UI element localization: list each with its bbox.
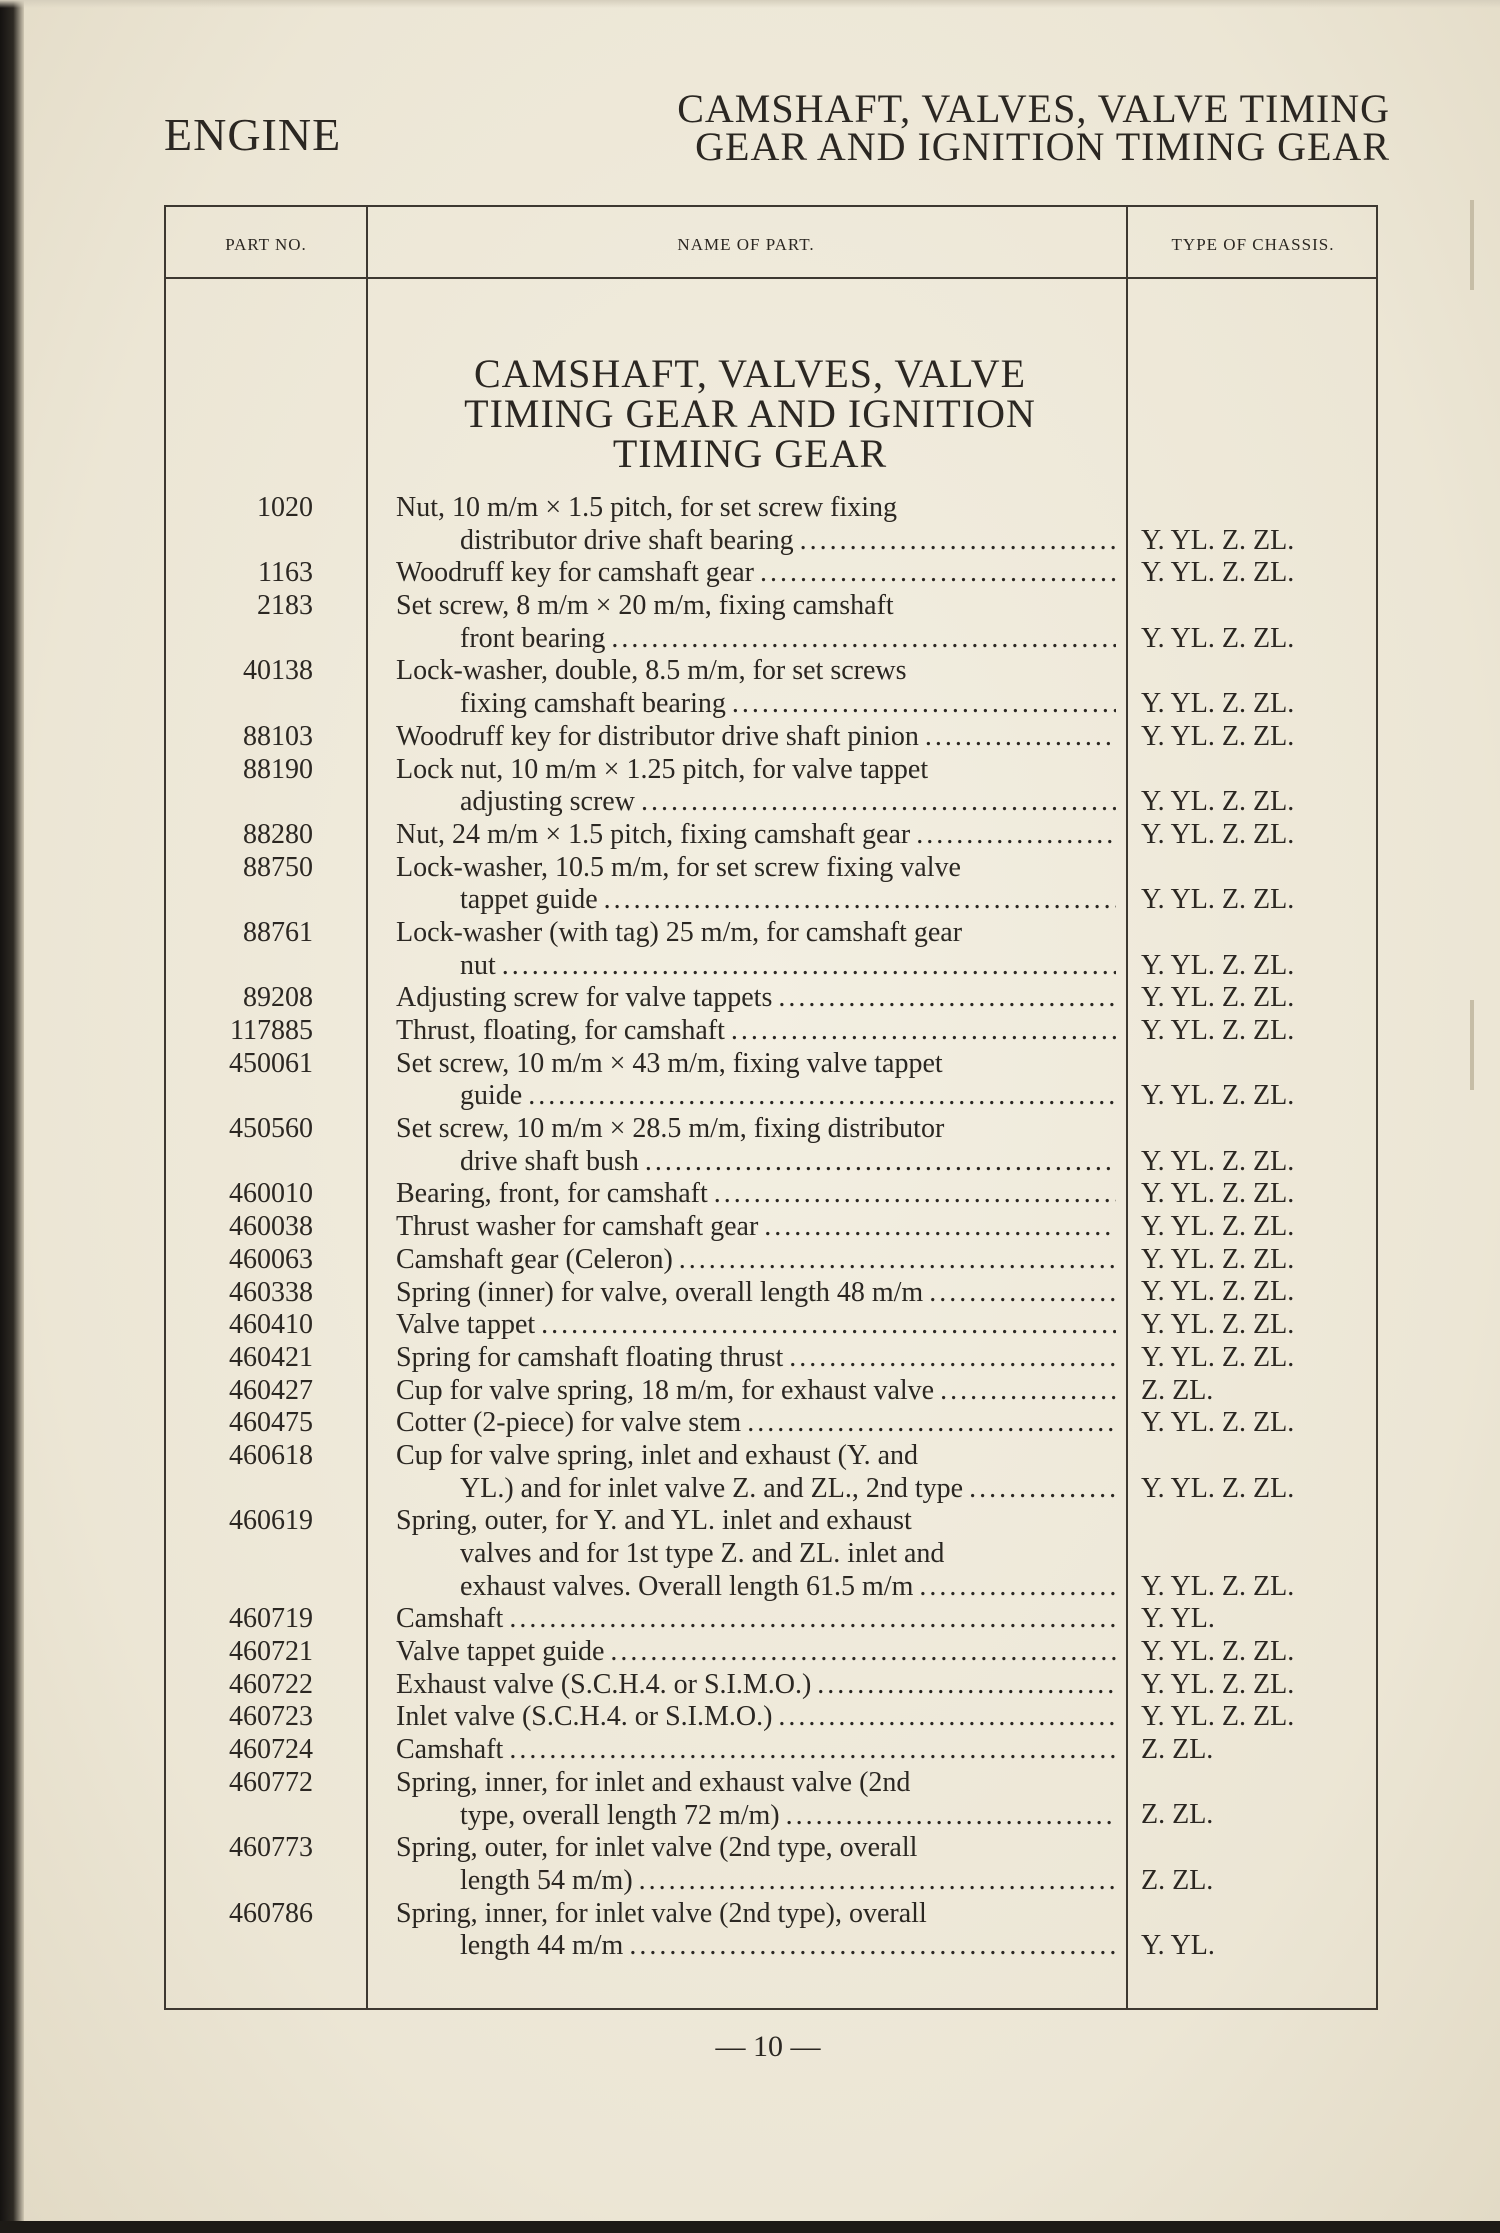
chassis-type: Y. YL. Z. ZL. bbox=[1141, 720, 1295, 752]
part-name-text: Nut, 24 m/m × 1.5 pitch, fixing camshaft gear bbox=[396, 818, 911, 850]
part-name-line bbox=[396, 1146, 1116, 1179]
part-number: 460421 bbox=[229, 1341, 313, 1373]
part-name-line bbox=[396, 1636, 1116, 1669]
part-name bbox=[396, 1701, 1116, 1734]
dot-leader bbox=[963, 1473, 1116, 1506]
chassis-type: Z. ZL. bbox=[1141, 1734, 1214, 1766]
column-header-part-no: PART NO. bbox=[225, 235, 307, 254]
part-name-text: Camshaft gear (Celeron) bbox=[396, 1243, 673, 1275]
part-name bbox=[396, 1113, 1116, 1178]
table-row bbox=[0, 492, 1500, 557]
part-name-line bbox=[396, 950, 1116, 983]
section-heading-line: CAMSHAFT, VALVES, VALVE bbox=[473, 351, 1027, 396]
part-name bbox=[396, 754, 1116, 819]
dot-leader bbox=[522, 1080, 1116, 1113]
page-bottom-edge bbox=[0, 2221, 1500, 2233]
part-name bbox=[396, 1898, 1116, 1963]
part-name-line bbox=[396, 982, 1116, 1015]
chassis-type: Y. YL. Z. ZL. bbox=[1141, 884, 1295, 916]
table-row bbox=[0, 1669, 1500, 1702]
part-name-line bbox=[396, 1571, 1116, 1604]
part-name bbox=[396, 1832, 1116, 1897]
part-name-text: Spring (inner) for valve, overall length 48 m/m bbox=[396, 1276, 924, 1308]
dot-leader bbox=[708, 1178, 1116, 1211]
part-number: 88761 bbox=[243, 916, 313, 948]
part-name-text: guide bbox=[460, 1080, 523, 1112]
table-row bbox=[0, 1832, 1500, 1897]
part-name-text: adjusting screw bbox=[460, 786, 635, 818]
part-name-line: Set screw, 10 m/m × 28.5 m/m, fixing distributor bbox=[396, 1113, 945, 1145]
table-row bbox=[0, 1734, 1500, 1767]
part-number: 460410 bbox=[229, 1309, 313, 1341]
chassis-type: Y. YL. Z. ZL. bbox=[1141, 982, 1295, 1014]
table-row bbox=[0, 1244, 1500, 1277]
part-name-line bbox=[396, 1734, 1116, 1767]
part-name-line bbox=[396, 1080, 1116, 1113]
dot-leader bbox=[794, 525, 1116, 558]
part-number: 89208 bbox=[243, 982, 313, 1014]
table-row bbox=[0, 1407, 1500, 1440]
part-name bbox=[396, 1669, 1116, 1702]
chassis-type: Y. YL. Z. ZL. bbox=[1141, 1080, 1295, 1112]
column-header-chassis: TYPE OF CHASSIS. bbox=[1171, 235, 1335, 254]
part-number: 117885 bbox=[230, 1015, 313, 1046]
chassis-type: Y. YL. Z. ZL. bbox=[1141, 1472, 1295, 1504]
table-row bbox=[0, 1505, 1500, 1603]
part-name-text: drive shaft bush bbox=[460, 1145, 639, 1177]
dot-leader bbox=[923, 1277, 1116, 1310]
part-name-line bbox=[396, 1473, 1116, 1506]
part-number: 88190 bbox=[243, 753, 313, 785]
part-name-text: Adjusting screw for valve tappets bbox=[396, 982, 773, 1014]
part-name bbox=[396, 1603, 1116, 1636]
part-name-line: Spring, outer, for inlet valve (2nd type, overall bbox=[396, 1832, 918, 1864]
chassis-type: Y. YL. Z. ZL. bbox=[1141, 1211, 1295, 1243]
table-row bbox=[0, 1701, 1500, 1734]
part-name-line bbox=[396, 688, 1116, 721]
part-name bbox=[396, 1211, 1116, 1244]
part-name bbox=[396, 1505, 1116, 1603]
part-number: 460773 bbox=[229, 1832, 313, 1864]
section-label: ENGINE bbox=[164, 109, 342, 160]
part-name bbox=[396, 917, 1116, 982]
part-name-text: Exhaust valve (S.C.H.4. or S.I.M.O.) bbox=[396, 1668, 812, 1700]
part-name-line bbox=[396, 1407, 1116, 1440]
part-number: 460786 bbox=[229, 1897, 313, 1929]
dot-leader bbox=[598, 884, 1116, 917]
chassis-type: Y. YL. Z. ZL. bbox=[1141, 1145, 1295, 1177]
part-name-text: fixing camshaft bearing bbox=[460, 688, 726, 720]
part-number: 460338 bbox=[229, 1276, 313, 1308]
part-name bbox=[396, 557, 1116, 590]
dot-leader bbox=[496, 950, 1116, 983]
part-name bbox=[396, 982, 1116, 1015]
dot-leader bbox=[639, 1146, 1116, 1179]
part-name-line: Spring, inner, for inlet and exhaust valve (2nd bbox=[396, 1766, 911, 1798]
part-name-line bbox=[396, 721, 1116, 754]
part-name-line bbox=[396, 1669, 1116, 1702]
table-row bbox=[0, 1277, 1500, 1310]
dot-leader bbox=[811, 1669, 1116, 1702]
part-name-line bbox=[396, 884, 1116, 917]
dot-leader bbox=[604, 1636, 1116, 1669]
part-name-line bbox=[396, 1701, 1116, 1734]
part-number: 460038 bbox=[229, 1211, 313, 1243]
part-name bbox=[396, 1407, 1116, 1440]
page-fold-mark bbox=[1470, 200, 1474, 290]
dot-leader bbox=[635, 786, 1116, 819]
part-name bbox=[396, 1440, 1116, 1505]
table-row bbox=[0, 1178, 1500, 1211]
dot-leader bbox=[783, 1342, 1116, 1375]
dot-leader bbox=[673, 1244, 1116, 1277]
dot-leader bbox=[758, 1211, 1116, 1244]
part-name-text: length 54 m/m) bbox=[460, 1864, 633, 1896]
part-number: 2183 bbox=[257, 590, 313, 622]
chassis-type: Y. YL. Z. ZL. bbox=[1141, 1178, 1295, 1210]
part-name-line: Spring, inner, for inlet valve (2nd type), overall bbox=[396, 1897, 927, 1929]
part-name-line: Lock-washer, double, 8.5 m/m, for set screws bbox=[396, 655, 907, 687]
table-row bbox=[0, 819, 1500, 852]
part-name-text: Woodruff key for distributor drive shaft pinion bbox=[396, 720, 919, 752]
part-name-line: Spring, outer, for Y. and YL. inlet and exhaust bbox=[396, 1505, 912, 1537]
dot-leader bbox=[772, 982, 1116, 1015]
part-number: 1020 bbox=[257, 492, 313, 523]
chassis-type: Y. YL. Z. ZL. bbox=[1141, 1309, 1295, 1341]
part-name-text: Bearing, front, for camshaft bbox=[396, 1178, 708, 1210]
page-number: — 10 — bbox=[715, 2030, 821, 2063]
part-name-text: Valve tappet bbox=[396, 1309, 536, 1341]
part-number: 460721 bbox=[229, 1636, 313, 1668]
part-name bbox=[396, 1734, 1116, 1767]
dot-leader bbox=[741, 1407, 1116, 1440]
part-name-text: Cotter (2-piece) for valve stem bbox=[396, 1407, 742, 1439]
part-name-line bbox=[396, 1309, 1116, 1342]
table-row bbox=[0, 852, 1500, 917]
part-number: 450061 bbox=[229, 1047, 313, 1079]
table-row bbox=[0, 557, 1500, 590]
dot-leader bbox=[913, 1571, 1116, 1604]
part-name-line bbox=[396, 1375, 1116, 1408]
part-name-line bbox=[396, 1015, 1116, 1048]
chassis-type: Y. YL. Z. ZL. bbox=[1141, 622, 1295, 654]
dot-leader bbox=[503, 1603, 1116, 1636]
table-row bbox=[0, 1211, 1500, 1244]
section-heading-line: TIMING GEAR AND IGNITION bbox=[464, 391, 1036, 436]
chassis-type: Y. YL. Z. ZL. bbox=[1141, 818, 1295, 850]
chassis-type: Y. YL. Z. ZL. bbox=[1141, 1701, 1295, 1733]
chassis-type: Z. ZL. bbox=[1141, 1799, 1214, 1831]
part-number: 1163 bbox=[258, 557, 313, 589]
dot-leader bbox=[772, 1701, 1116, 1734]
dot-leader bbox=[754, 557, 1116, 590]
dot-leader bbox=[910, 819, 1116, 852]
part-name-line: Lock-washer (with tag) 25 m/m, for camshaft gear bbox=[396, 916, 963, 948]
part-name-line: Set screw, 8 m/m × 20 m/m, fixing camshaft bbox=[396, 590, 894, 622]
part-name bbox=[396, 721, 1116, 754]
table-row bbox=[0, 655, 1500, 720]
part-name-line: Lock-washer, 10.5 m/m, for set screw fixing valve bbox=[396, 851, 961, 883]
part-number: 460475 bbox=[229, 1407, 313, 1439]
header-rule bbox=[166, 277, 1376, 279]
part-number: 460772 bbox=[229, 1766, 313, 1798]
part-number: 460619 bbox=[229, 1505, 313, 1537]
part-number: 88103 bbox=[243, 720, 313, 752]
part-name-text: YL.) and for inlet valve Z. and ZL., 2nd type bbox=[460, 1472, 964, 1504]
dot-leader bbox=[623, 1930, 1116, 1963]
parts-list bbox=[0, 492, 1500, 1963]
table-row bbox=[0, 1342, 1500, 1375]
table-row bbox=[0, 1898, 1500, 1963]
table-row bbox=[0, 754, 1500, 819]
part-name-text: front bearing bbox=[460, 622, 606, 654]
table-row bbox=[0, 1767, 1500, 1832]
part-name-line bbox=[396, 1930, 1116, 1963]
page-title bbox=[677, 86, 1390, 169]
page-top-edge bbox=[0, 0, 1500, 8]
table-row bbox=[0, 1636, 1500, 1669]
part-number: 460010 bbox=[229, 1178, 313, 1210]
part-name-text: nut bbox=[460, 949, 496, 981]
part-name-text: tappet guide bbox=[460, 884, 598, 916]
part-name-line bbox=[396, 786, 1116, 819]
part-name bbox=[396, 1277, 1116, 1310]
part-name bbox=[396, 1636, 1116, 1669]
part-name-text: Thrust, floating, for camshaft bbox=[396, 1015, 725, 1046]
dot-leader bbox=[633, 1865, 1116, 1898]
part-name bbox=[396, 1767, 1116, 1832]
part-name-line bbox=[396, 525, 1116, 558]
dot-leader bbox=[780, 1800, 1116, 1833]
table-row bbox=[0, 1048, 1500, 1113]
part-number: 450560 bbox=[229, 1113, 313, 1145]
part-name-line bbox=[396, 623, 1116, 656]
dot-leader bbox=[919, 721, 1116, 754]
part-number: 40138 bbox=[243, 655, 313, 687]
part-number: 460724 bbox=[229, 1734, 313, 1766]
part-name-line: Lock nut, 10 m/m × 1.25 pitch, for valve tappet bbox=[396, 753, 929, 785]
part-name bbox=[396, 1178, 1116, 1211]
part-name-line: Set screw, 10 m/m × 43 m/m, fixing valve tappet bbox=[396, 1047, 943, 1079]
column-header-name: NAME OF PART. bbox=[677, 235, 815, 254]
chassis-type: Y. YL. bbox=[1141, 1930, 1215, 1962]
part-name bbox=[396, 1309, 1116, 1342]
part-number: 460719 bbox=[229, 1603, 313, 1635]
part-name-text: Spring for camshaft floating thrust bbox=[396, 1341, 784, 1373]
part-name-line bbox=[396, 1603, 1116, 1636]
chassis-type: Y. YL. bbox=[1141, 1603, 1215, 1635]
table-row bbox=[0, 982, 1500, 1015]
part-name-text: Valve tappet guide bbox=[396, 1636, 605, 1668]
chassis-type: Y. YL. Z. ZL. bbox=[1141, 1570, 1295, 1602]
part-name-text: Cup for valve spring, 18 m/m, for exhaust valve bbox=[396, 1374, 935, 1406]
part-name bbox=[396, 1015, 1116, 1048]
part-name-line bbox=[396, 1244, 1116, 1277]
dot-leader bbox=[725, 1015, 1116, 1048]
chassis-type: Y. YL. Z. ZL. bbox=[1141, 1668, 1295, 1700]
table-row bbox=[0, 1375, 1500, 1408]
chassis-type: Y. YL. Z. ZL. bbox=[1141, 949, 1295, 981]
chassis-type: Y. YL. Z. ZL. bbox=[1141, 1014, 1295, 1046]
table-row bbox=[0, 1603, 1500, 1636]
part-name bbox=[396, 819, 1116, 852]
chassis-type: Y. YL. Z. ZL. bbox=[1141, 786, 1295, 818]
table-row bbox=[0, 721, 1500, 754]
part-number: 88280 bbox=[243, 818, 313, 850]
section-heading-line: TIMING GEAR bbox=[612, 431, 888, 476]
part-name bbox=[396, 492, 1116, 557]
part-name-text: exhaust valves. Overall length 61.5 m/m bbox=[460, 1570, 914, 1602]
part-number: 460427 bbox=[229, 1374, 313, 1406]
chassis-type: Z. ZL. bbox=[1141, 1864, 1214, 1896]
part-name-line: Nut, 10 m/m × 1.5 pitch, for set screw fixing bbox=[396, 492, 898, 523]
part-name-line bbox=[396, 819, 1116, 852]
dot-leader bbox=[934, 1375, 1116, 1408]
chassis-type: Z. ZL. bbox=[1141, 1374, 1214, 1406]
part-name-line: valves and for 1st type Z. and ZL. inlet and bbox=[460, 1538, 945, 1569]
part-name-text: type, overall length 72 m/m) bbox=[460, 1799, 780, 1831]
part-name-line bbox=[396, 557, 1116, 590]
part-name bbox=[396, 1244, 1116, 1277]
table-row bbox=[0, 1440, 1500, 1505]
part-name-text: Woodruff key for camshaft gear bbox=[396, 557, 754, 589]
page-title-line: GEAR AND IGNITION TIMING GEAR bbox=[695, 124, 1390, 169]
part-name-line bbox=[396, 1800, 1116, 1833]
part-name-text: Thrust washer for camshaft gear bbox=[396, 1211, 759, 1243]
part-name bbox=[396, 1375, 1116, 1408]
part-name-text: Camshaft bbox=[396, 1603, 504, 1635]
part-name bbox=[396, 1342, 1116, 1375]
part-name-line bbox=[396, 1277, 1116, 1310]
chassis-type: Y. YL. Z. ZL. bbox=[1141, 524, 1295, 556]
part-name bbox=[396, 590, 1116, 655]
dot-leader bbox=[535, 1309, 1116, 1342]
part-number: 460063 bbox=[229, 1243, 313, 1275]
part-name-text: Camshaft bbox=[396, 1734, 504, 1766]
part-name-line bbox=[396, 1178, 1116, 1211]
chassis-type: Y. YL. Z. ZL. bbox=[1141, 1341, 1295, 1373]
part-number: 88750 bbox=[243, 851, 313, 883]
page-title-line: CAMSHAFT, VALVES, VALVE TIMING bbox=[677, 86, 1390, 131]
chassis-type: Y. YL. Z. ZL. bbox=[1141, 1243, 1295, 1275]
chassis-type: Y. YL. Z. ZL. bbox=[1141, 1276, 1295, 1308]
part-number: 460618 bbox=[229, 1439, 313, 1471]
chassis-type: Y. YL. Z. ZL. bbox=[1141, 688, 1295, 720]
part-name-text: length 44 m/m bbox=[460, 1930, 624, 1962]
part-name bbox=[396, 1048, 1116, 1113]
table-row bbox=[0, 1015, 1500, 1048]
dot-leader bbox=[605, 623, 1116, 656]
dot-leader bbox=[503, 1734, 1116, 1767]
part-name-line: Cup for valve spring, inlet and exhaust (Y. and bbox=[396, 1439, 919, 1471]
part-name bbox=[396, 852, 1116, 917]
chassis-type: Y. YL. Z. ZL. bbox=[1141, 1636, 1295, 1668]
part-name-text: distributor drive shaft bearing bbox=[460, 524, 794, 556]
chassis-type: Y. YL. Z. ZL. bbox=[1141, 1407, 1295, 1439]
table-row bbox=[0, 1113, 1500, 1178]
part-number: 460723 bbox=[229, 1701, 313, 1733]
table-row bbox=[0, 917, 1500, 982]
part-name-line bbox=[396, 1211, 1116, 1244]
part-name-text: Inlet valve (S.C.H.4. or S.I.M.O.) bbox=[396, 1701, 773, 1733]
part-name-line bbox=[396, 1342, 1116, 1375]
part-name bbox=[396, 655, 1116, 720]
dot-leader bbox=[726, 688, 1116, 721]
chassis-type: Y. YL. Z. ZL. bbox=[1141, 557, 1295, 589]
part-name-line bbox=[396, 1865, 1116, 1898]
table-row bbox=[0, 590, 1500, 655]
section-heading bbox=[380, 351, 1120, 476]
part-number: 460722 bbox=[229, 1668, 313, 1700]
table-row bbox=[0, 1309, 1500, 1342]
